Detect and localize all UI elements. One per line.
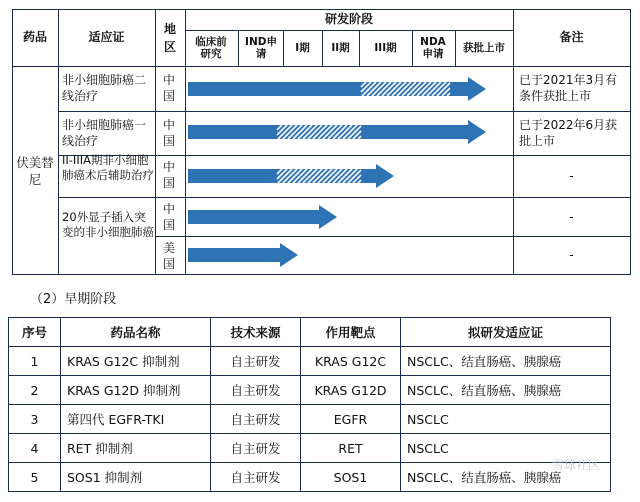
indication-row-3: II-IIIA期非小细胞肺癌术后辅助治疗 bbox=[62, 153, 154, 182]
table-row bbox=[9, 434, 611, 463]
header-notes: 备注 bbox=[559, 30, 584, 44]
stage-approved: 获批上市 bbox=[463, 42, 505, 54]
indication-row-1: 非小细胞肺癌二线治疗 bbox=[62, 73, 147, 103]
table-row bbox=[9, 405, 611, 434]
note-row-3: - bbox=[569, 169, 574, 183]
progress-arrow-row-2 bbox=[188, 120, 488, 144]
watermark-logo bbox=[552, 456, 600, 473]
indication-row-4: 20外显子插入突变的非小细胞肺癌 bbox=[62, 210, 154, 239]
header-dev-stage: 研发阶段 bbox=[324, 12, 373, 26]
table-row bbox=[9, 376, 611, 405]
indication-row-2: 非小细胞肺癌一线治疗 bbox=[62, 118, 147, 148]
cell-target: KRAS G12C bbox=[301, 347, 401, 376]
note-row-1: 已于2021年3月有条件获批上市 bbox=[519, 73, 618, 103]
cell-index: 4 bbox=[9, 434, 61, 463]
stage-ind: IND申请 bbox=[245, 36, 277, 60]
col-header-source: 技术来源 bbox=[211, 318, 301, 347]
cell-drug: RET 抑制剂 bbox=[61, 434, 211, 463]
cell-indication: NSCLC bbox=[401, 434, 611, 463]
arrow-shape bbox=[188, 243, 298, 267]
note-row-5: - bbox=[569, 248, 574, 262]
cell-drug: KRAS G12D 抑制剂 bbox=[61, 376, 211, 405]
cell-source: 自主研发 bbox=[211, 347, 301, 376]
section-title: （2）早期阶段 bbox=[30, 292, 117, 307]
table-row bbox=[9, 463, 611, 492]
cell-source: 自主研发 bbox=[211, 376, 301, 405]
col-header-indication: 拟研发适应证 bbox=[401, 318, 611, 347]
header-region: 地区 bbox=[163, 22, 176, 54]
cell-drug: 第四代 EGFR-TKI bbox=[61, 405, 211, 434]
table-row bbox=[9, 347, 611, 376]
region-row-2: 中国 bbox=[163, 118, 176, 148]
stage-phase1: I期 bbox=[295, 42, 310, 54]
note-row-2: 已于2022年6月获批上市 bbox=[519, 118, 618, 148]
stage-preclinical: 临床前研究 bbox=[195, 36, 227, 60]
cell-target: RET bbox=[301, 434, 401, 463]
progress-arrow-row-4 bbox=[188, 205, 339, 229]
arrow-shape bbox=[188, 120, 486, 144]
cell-source: 自主研发 bbox=[211, 405, 301, 434]
progress-arrow-row-1 bbox=[188, 77, 488, 101]
cell-indication: NSCLC bbox=[401, 405, 611, 434]
region-row-1: 中国 bbox=[163, 73, 176, 103]
cell-target: EGFR bbox=[301, 405, 401, 434]
region-row-3: 中国 bbox=[163, 160, 176, 190]
cell-index: 1 bbox=[9, 347, 61, 376]
cell-index: 5 bbox=[9, 463, 61, 492]
cell-indication: NSCLC、结直肠癌、胰腺癌 bbox=[401, 376, 611, 405]
region-row-4: 中国 bbox=[163, 202, 176, 232]
header-indication: 适应证 bbox=[88, 30, 125, 44]
col-header-target: 作用靶点 bbox=[301, 318, 401, 347]
arrow-shape bbox=[188, 205, 337, 229]
note-row-4: - bbox=[569, 210, 574, 224]
cell-drug: KRAS G12C 抑制剂 bbox=[61, 347, 211, 376]
cell-indication: NSCLC、结直肠癌、胰腺癌 bbox=[401, 347, 611, 376]
early-stage-table bbox=[8, 317, 611, 492]
stage-phase3: III期 bbox=[374, 42, 397, 54]
cell-source: 自主研发 bbox=[211, 434, 301, 463]
cell-index: 3 bbox=[9, 405, 61, 434]
arrow-shape bbox=[188, 77, 486, 101]
progress-arrow-row-3 bbox=[188, 164, 396, 188]
stage-phase2: II期 bbox=[331, 42, 350, 54]
progress-arrow-row-5 bbox=[188, 243, 300, 267]
watermark-text: 雪球社区 bbox=[552, 458, 601, 472]
stage-nda: NDA申请 bbox=[420, 36, 446, 60]
cell-index: 2 bbox=[9, 376, 61, 405]
header-drug: 药品 bbox=[22, 30, 47, 44]
cell-drug: SOS1 抑制剂 bbox=[61, 463, 211, 492]
drug-name: 伏美替尼 bbox=[16, 155, 54, 187]
region-row-5: 美国 bbox=[163, 241, 176, 271]
cell-target: KRAS G12D bbox=[301, 376, 401, 405]
cell-target: SOS1 bbox=[301, 463, 401, 492]
cell-indication: NSCLC、结直肠癌、胰腺癌 bbox=[401, 463, 611, 492]
col-header-drug: 药品名称 bbox=[61, 318, 211, 347]
cell-source: 自主研发 bbox=[211, 463, 301, 492]
col-header-index: 序号 bbox=[9, 318, 61, 347]
